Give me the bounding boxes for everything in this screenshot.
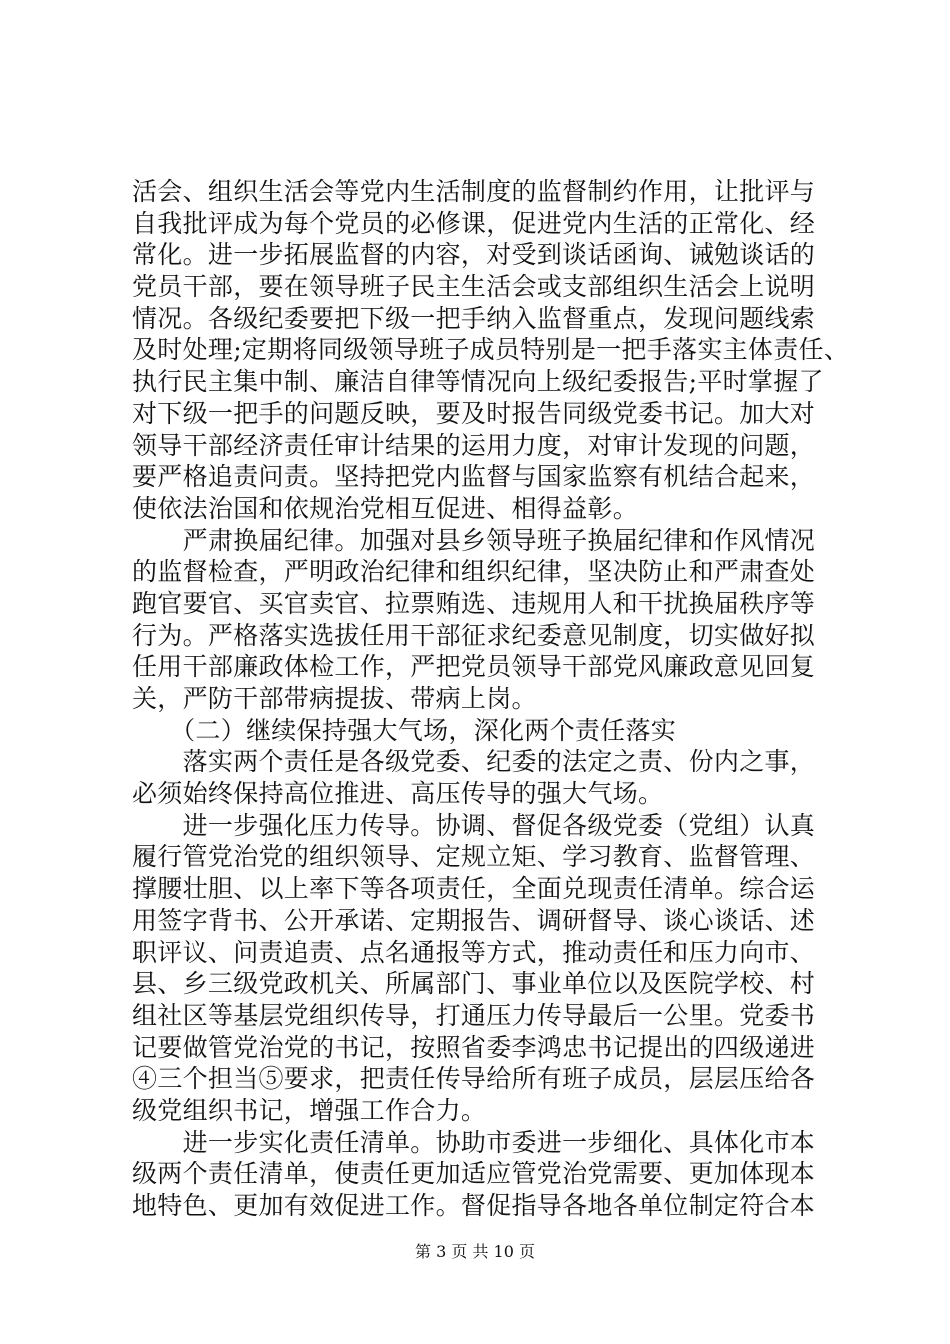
text-line: 跑官要官、买官卖官、拉票贿选、违规用人和干扰换届秩序等 bbox=[132, 588, 816, 618]
text-line: 对下级一把手的问题反映，要及时报告同级党委书记。加大对 bbox=[132, 398, 816, 428]
text-line: 严肃换届纪律。加强对县乡领导班子换届纪律和作风情况 bbox=[132, 525, 816, 555]
text-line: 党员干部，要在领导班子民主生活会或支部组织生活会上说明 bbox=[132, 272, 816, 302]
text-line: 关，严防干部带病提拔、带病上岗。 bbox=[132, 684, 537, 713]
text-line: 职评议、问责追责、点名通报等方式，推动责任和压力向市、 bbox=[132, 937, 816, 967]
text-line: 要严格追责问责。坚持把党内监督与国家监察有机结合起来， bbox=[132, 462, 816, 492]
text-line: 任用干部廉政体检工作，严把党员领导干部党风廉政意见回复 bbox=[132, 652, 816, 682]
text-line: 自我批评成为每个党员的必修课，促进党内生活的正常化、经 bbox=[132, 208, 816, 238]
text-line: 县、乡三级党政机关、所属部门、事业单位以及医院学校、村 bbox=[132, 969, 816, 999]
text-line: 情况。各级纪委要把下级一把手纳入监督重点，发现问题线索 bbox=[132, 303, 816, 333]
text-line: 进一步强化压力传导。协调、督促各级党委（党组）认真 bbox=[132, 810, 816, 840]
text-line: 使依法治国和依规治党相互促进、相得益彰。 bbox=[132, 493, 639, 523]
text-line: ④三个担当⑤要求，把责任传导给所有班子成员，层层压给各 bbox=[132, 1064, 816, 1094]
page-footer: 第 3 页 共 10 页 bbox=[415, 1242, 535, 1261]
text-line: 履行管党治党的组织领导、定规立矩、学习教育、监督管理、 bbox=[132, 842, 816, 872]
text-line: 地特色、更加有效促进工作。督促指导各地各单位制定符合本 bbox=[132, 1191, 816, 1220]
text-line: 用签字背书、公开承诺、定期报告、调研督导、谈心谈话、述 bbox=[132, 905, 816, 935]
text-line: 记要做管党治党的书记，按照省委李鸿忠书记提出的四级递进 bbox=[132, 1032, 816, 1062]
text-line: 落实两个责任是各级党委、纪委的法定之责、份内之事， bbox=[132, 747, 816, 777]
text-line: 组社区等基层党组织传导，打通压力传导最后一公里。党委书 bbox=[132, 1000, 816, 1030]
text-line: 撑腰壮胆、以上率下等各项责任，全面兑现责任清单。综合运 bbox=[132, 874, 816, 904]
text-line: 行为。严格落实选拔任用干部征求纪委意见制度，切实做好拟 bbox=[132, 620, 816, 650]
text-line: 及时处理;定期将同级领导班子成员特别是一把手落实主体责任、 bbox=[132, 335, 850, 365]
text-line: 执行民主集中制、廉洁自律等情况向上级纪委报告;平时掌握了 bbox=[132, 367, 824, 397]
text-line: 级两个责任清单，使责任更加适应管党治党需要、更加体现本 bbox=[132, 1159, 816, 1189]
text-line: 领导干部经济责任审计结果的运用力度，对审计发现的问题， bbox=[132, 430, 816, 460]
text-line: 常化。进一步拓展监督的内容，对受到谈话函询、诫勉谈话的 bbox=[132, 240, 816, 270]
body-text bbox=[132, 176, 850, 1222]
text-line: 的监督检查，严明政治纪律和组织纪律，坚决防止和严肃查处 bbox=[132, 557, 816, 587]
text-line: 进一步实化责任清单。协助市委进一步细化、具体化市本 bbox=[132, 1127, 816, 1157]
text-line: 活会、组织生活会等党内生活制度的监督制约作用，让批评与 bbox=[132, 177, 816, 206]
text-line: 级党组织书记，增强工作合力。 bbox=[132, 1095, 487, 1125]
text-line: 必须始终保持高位推进、高压传导的强大气场。 bbox=[132, 779, 664, 809]
section-heading: （二）继续保持强大气场，深化两个责任落实 bbox=[132, 715, 677, 745]
